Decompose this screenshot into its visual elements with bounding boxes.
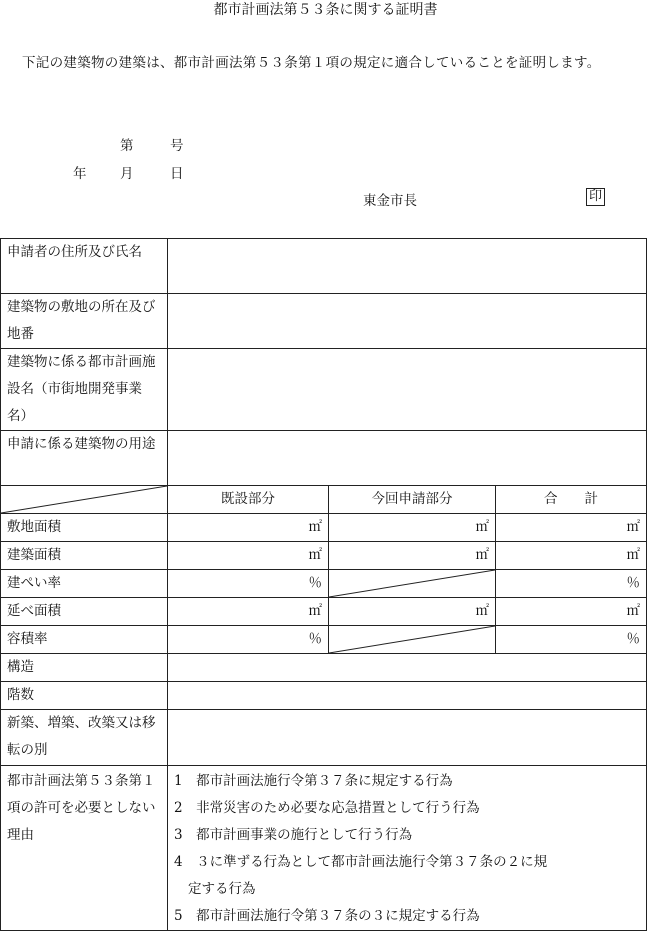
site-area-total[interactable]: ㎡ xyxy=(496,514,647,542)
certificate-table xyxy=(0,238,647,931)
intro-body: 下記の建築物の建築は、都市計画法第５３条第１項の規定に適合していることを証明します。 xyxy=(22,55,601,71)
number-dai: 第 xyxy=(120,138,134,154)
reason-item-2[interactable]: 2 非常災害のため必要な応急措置として行う行為 xyxy=(174,800,480,816)
type-value[interactable] xyxy=(168,710,647,766)
site-area-label: 敷地面積 xyxy=(1,514,168,542)
intro-text xyxy=(8,50,651,77)
type-label: 新築、増築、改築又は移転の別 xyxy=(1,710,168,766)
diagonal-line xyxy=(329,626,495,653)
far-label: 容積率 xyxy=(1,626,168,654)
floor-area-current[interactable]: ㎡ xyxy=(329,598,496,626)
site-area-current[interactable]: ㎡ xyxy=(329,514,496,542)
col-current: 今回申請部分 xyxy=(329,486,496,514)
col-total: 合 計 xyxy=(496,486,647,514)
floor-area-existing[interactable]: ㎡ xyxy=(168,598,329,626)
date-day: 日 xyxy=(170,166,184,182)
coverage-total[interactable]: ％ xyxy=(496,570,647,598)
header-diagonal-cell xyxy=(1,486,168,514)
issuer-name: 東金市長 xyxy=(363,193,417,209)
coverage-label: 建ぺい率 xyxy=(1,570,168,598)
date-month: 月 xyxy=(120,166,134,182)
reason-item-4-cont: 定する行為 xyxy=(188,881,256,897)
building-area-current[interactable]: ㎡ xyxy=(329,542,496,570)
floor-area-label: 延べ面積 xyxy=(1,598,168,626)
seal-mark: 印 xyxy=(586,188,605,206)
applicant-value[interactable] xyxy=(168,239,647,294)
diagonal-line xyxy=(1,486,167,513)
building-area-total[interactable]: ㎡ xyxy=(496,542,647,570)
facility-value[interactable] xyxy=(168,349,647,431)
reason-item-4[interactable]: 4 ３に準ずる行為として都市計画法施行令第３７条の２に規 xyxy=(174,854,548,870)
floors-label: 階数 xyxy=(1,682,168,710)
diagonal-line xyxy=(329,570,495,597)
building-area-existing[interactable]: ㎡ xyxy=(168,542,329,570)
site-value[interactable] xyxy=(168,294,647,349)
use-value[interactable] xyxy=(168,431,647,486)
building-area-label: 建築面積 xyxy=(1,542,168,570)
structure-value[interactable] xyxy=(168,654,647,682)
use-label: 申請に係る建築物の用途 xyxy=(1,431,168,486)
coverage-current-diagonal xyxy=(329,570,496,598)
reason-item-5[interactable]: 5 都市計画法施行令第３７条の３に規定する行為 xyxy=(174,908,480,924)
site-area-existing[interactable]: ㎡ xyxy=(168,514,329,542)
floor-area-total[interactable]: ㎡ xyxy=(496,598,647,626)
coverage-existing[interactable]: ％ xyxy=(168,570,329,598)
date-year: 年 xyxy=(73,166,87,182)
reason-list xyxy=(168,766,647,931)
col-existing: 既設部分 xyxy=(168,486,329,514)
reason-item-3[interactable]: 3 都市計画事業の施行として行う行為 xyxy=(174,827,413,843)
far-current-diagonal xyxy=(329,626,496,654)
reason-item-1[interactable]: 1 都市計画法施行令第３７条に規定する行為 xyxy=(174,773,453,789)
floors-value[interactable] xyxy=(168,682,647,710)
number-go: 号 xyxy=(170,138,184,154)
applicant-label: 申請者の住所及び氏名 xyxy=(1,239,168,294)
site-label: 建築物の敷地の所在及び地番 xyxy=(1,294,168,349)
document-title: 都市計画法第５３条に関する証明書 xyxy=(213,2,438,18)
reason-label: 都市計画法第５３条第１項の許可を必要としない理由 xyxy=(1,766,168,931)
structure-label: 構造 xyxy=(1,654,168,682)
far-existing[interactable]: ％ xyxy=(168,626,329,654)
far-total[interactable]: ％ xyxy=(496,626,647,654)
facility-label: 建築物に係る都市計画施設名（市街地開発事業名） xyxy=(1,349,168,431)
